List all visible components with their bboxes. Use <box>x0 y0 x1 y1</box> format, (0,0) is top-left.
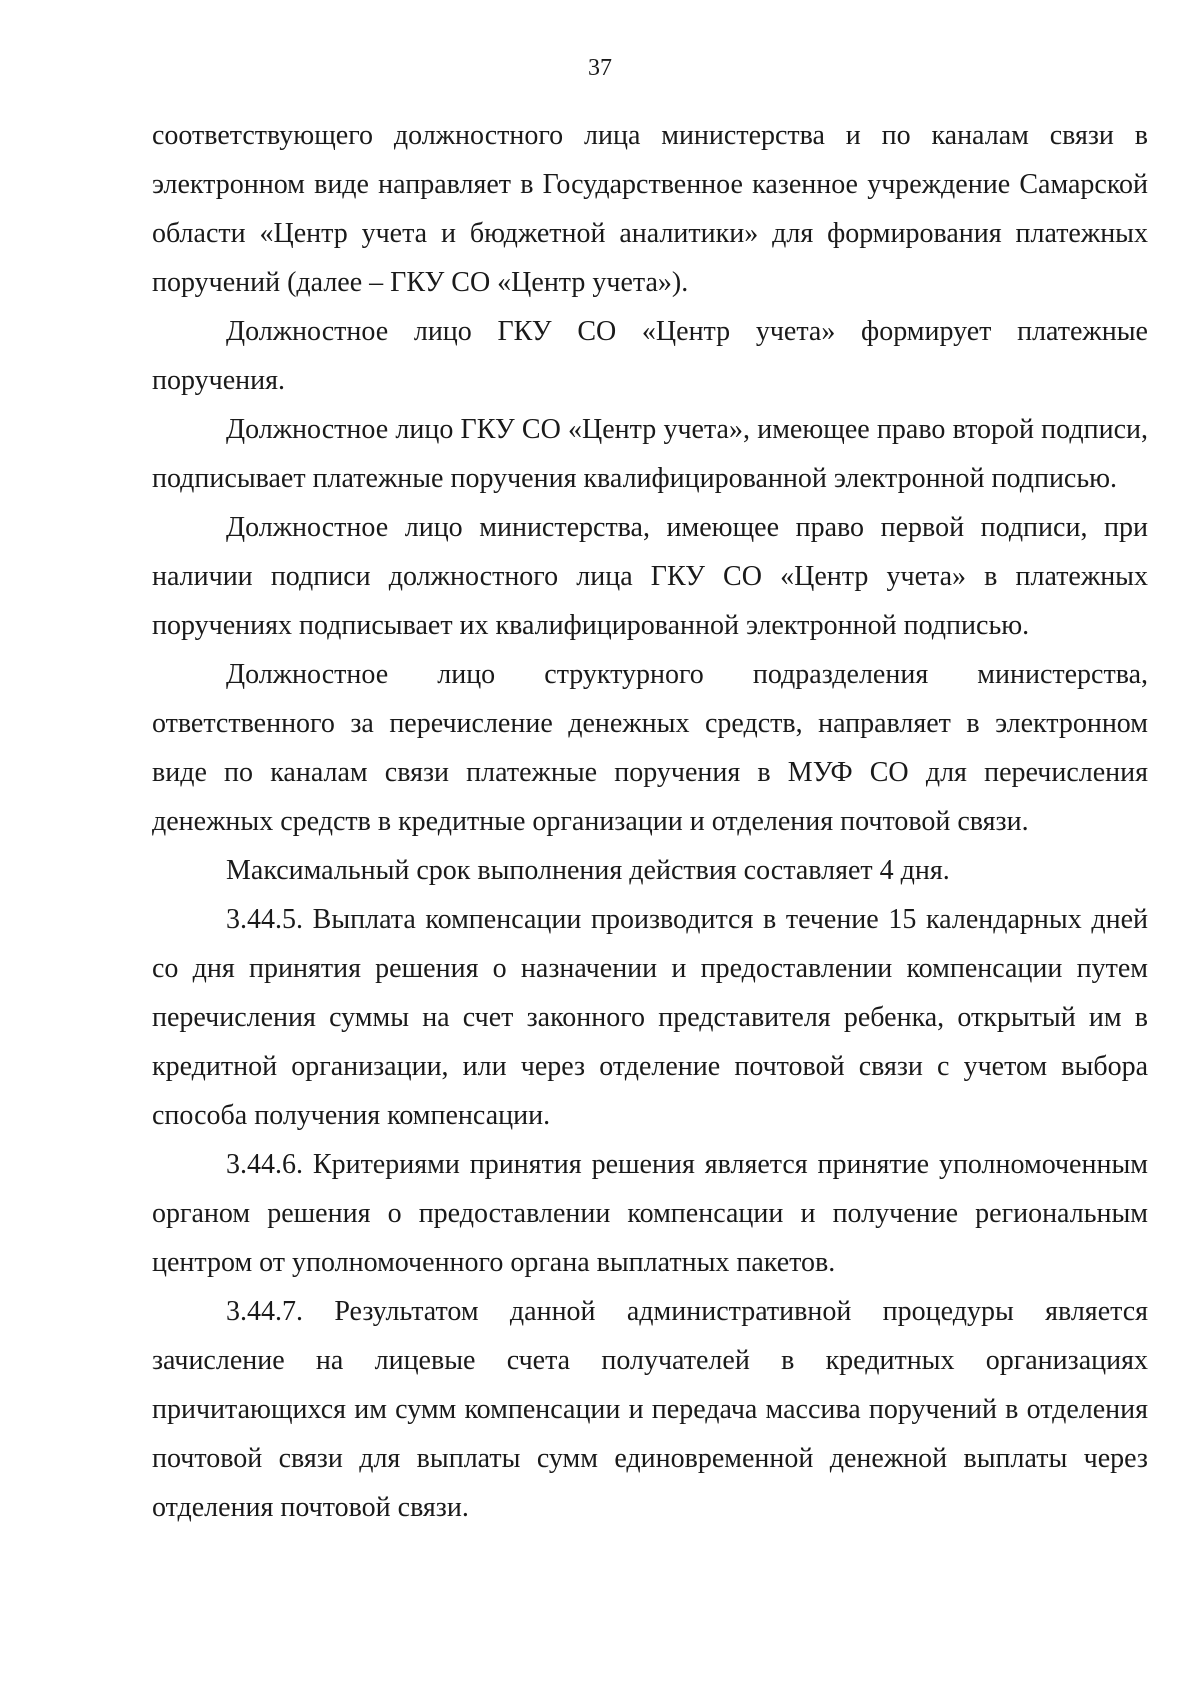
paragraph-continuation: соответствующего должностного лица министерства и по каналам связи в электронном виде направляет в Государственное казенное учреждение Самарской области «Центр учета и бюджетной аналитики» для формирования платежных поручений (далее – ГКУ СО «Центр учета»). <box>152 120 1148 298</box>
paragraph-first-signature: Должностное лицо министерства, имеющее право первой подписи, при наличии подписи должностного лица ГКУ СО «Центр учета» в платежных поручениях подписывает их квалифицированной электронной подписью. <box>152 512 1148 641</box>
paragraph-3-44-7: 3.44.7. Результатом данной административной процедуры является зачисление на лицевые счета получателей в кредитных организациях причитающихся им сумм компенсации и передача массива поручений в отделения почтовой связи для выплаты сумм единовременной денежной выплаты через отделения почтовой связи. <box>152 1296 1148 1523</box>
document-body <box>152 111 1148 1532</box>
paragraph-second-signature: Должностное лицо ГКУ СО «Центр учета», имеющее право второй подписи, подписывает платежные поручения квалифицированной электронной подписью. <box>152 414 1148 494</box>
paragraph-3-44-5: 3.44.5. Выплата компенсации производится в течение 15 календарных дней со дня принятия решения о назначении и предоставлении компенсации путем перечисления суммы на счет законного представителя ребенка, открытый им в кредитной организации, или через отделение почтовой связи с учетом выбора способа получения компенсации. <box>152 904 1148 1131</box>
page-number: 37 <box>588 55 612 81</box>
paragraph-max-term: Максимальный срок выполнения действия составляет 4 дня. <box>226 855 950 886</box>
paragraph-3-44-6: 3.44.6. Критериями принятия решения является принятие уполномоченным органом решения о предоставлении компенсации и получение региональным центром от уполномоченного органа выплатных пакетов. <box>152 1149 1148 1278</box>
paragraph-forms-orders: Должностное лицо ГКУ СО «Центр учета» формирует платежные поручения. <box>152 316 1148 396</box>
paragraph-transfer-funds: Должностное лицо структурного подразделения министерства, ответственного за перечисление денежных средств, направляет в электронном виде по каналам связи платежные поручения в МУФ СО для перечисления денежных средств в кредитные организации и отделения почтовой связи. <box>152 659 1148 837</box>
